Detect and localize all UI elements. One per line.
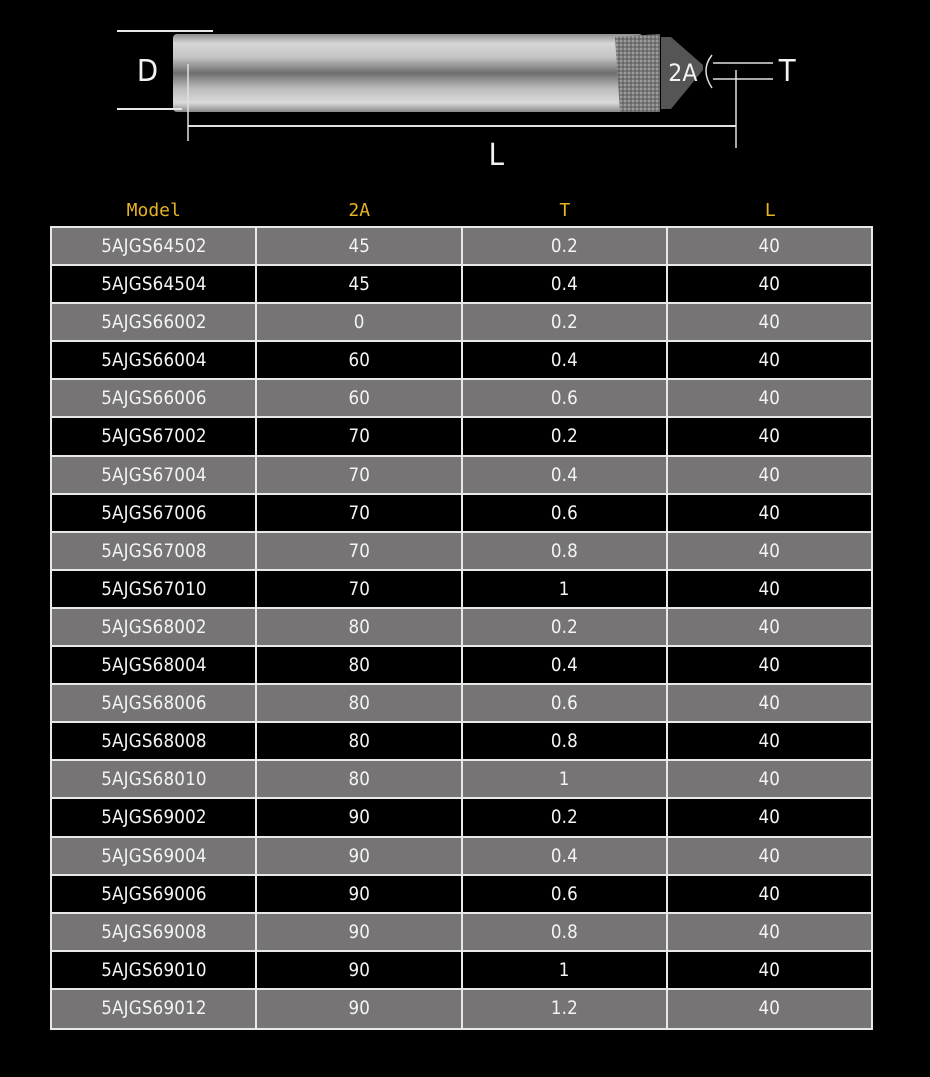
table-row	[52, 533, 871, 571]
model-cell-text: 5AJGS64502	[100, 235, 207, 257]
model-cell	[52, 799, 257, 835]
model-cell-text: 5AJGS67006	[100, 501, 207, 524]
angle-cell	[257, 647, 462, 683]
model-cell-text: 5AJGS68010	[100, 768, 207, 791]
tip-width-cell-text: 0.4	[550, 349, 578, 372]
length-cell-text: 40	[758, 920, 781, 943]
tip-width-cell-text: 0.8	[550, 920, 578, 943]
model-cell-text: 5AJGS66002	[100, 311, 207, 334]
tip-width-cell	[463, 723, 668, 759]
length-cell-text: 40	[758, 539, 781, 562]
model-cell	[52, 495, 257, 531]
angle-cell	[257, 723, 462, 759]
tip-width-cell-text: 0.2	[550, 806, 578, 829]
model-cell-text: 5AJGS69012	[100, 996, 207, 1019]
angle-cell-text: 80	[348, 615, 370, 638]
tool-dimension-diagram	[0, 0, 930, 190]
length-cell-text: 40	[758, 882, 781, 905]
length-cell-text: 40	[758, 730, 781, 753]
table-row	[52, 647, 871, 685]
tip-width-cell	[463, 799, 668, 835]
model-cell-text: 5AJGS67010	[100, 577, 207, 600]
column-header-tip-width: T	[559, 200, 571, 221]
table-row	[52, 495, 871, 533]
angle-cell	[257, 685, 462, 721]
tip-width-cell-text: 0.8	[550, 539, 578, 562]
length-cell-text: 40	[758, 349, 781, 372]
tip-width-cell	[463, 342, 668, 378]
model-cell	[52, 533, 257, 569]
tip-width-cell	[463, 914, 668, 950]
tip-width-cell	[463, 495, 668, 531]
tip-width-cell-text: 0.4	[550, 654, 578, 677]
angle-cell-text: 70	[348, 577, 370, 600]
angle-cell-text: 60	[348, 387, 370, 410]
model-cell-text: 5AJGS69004	[100, 844, 207, 867]
table-row	[52, 723, 871, 761]
angle-cell	[257, 914, 462, 950]
model-cell-text: 5AJGS66006	[100, 387, 207, 410]
shank	[173, 34, 643, 112]
angle-cell-text: 90	[348, 882, 370, 905]
tip-width-cell-text: 0.6	[550, 501, 578, 524]
table-row	[52, 380, 871, 418]
angle-cell	[257, 457, 462, 493]
length-cell-text: 40	[758, 996, 781, 1019]
angle-cell-text: 90	[348, 806, 370, 829]
angle-cell-text: 90	[348, 844, 370, 867]
length-cell	[668, 571, 871, 607]
length-cell-text: 40	[758, 844, 781, 867]
length-cell	[668, 914, 871, 950]
angle-cell	[257, 495, 462, 531]
length-cell	[668, 685, 871, 721]
tip-width-cell	[463, 571, 668, 607]
tip-width-cell	[463, 876, 668, 912]
diameter-label: D	[136, 54, 159, 89]
length-cell	[668, 876, 871, 912]
table-row	[52, 457, 871, 495]
angle-cell-text: 45	[348, 235, 370, 257]
length-cell	[668, 380, 871, 416]
model-cell	[52, 304, 257, 340]
tip-width-label: T	[778, 54, 796, 89]
angle-cell	[257, 342, 462, 378]
length-cell	[668, 266, 871, 302]
angle-cell	[257, 799, 462, 835]
model-cell	[52, 380, 257, 416]
length-cell-text: 40	[758, 235, 781, 257]
angle-cell	[257, 266, 462, 302]
tip-width-cell	[463, 457, 668, 493]
angle-cell-text: 70	[348, 463, 370, 486]
length-cell	[668, 228, 871, 264]
angle-cell-text: 80	[348, 692, 370, 715]
table-row	[52, 952, 871, 990]
table-row	[52, 571, 871, 609]
table-row	[52, 799, 871, 837]
table-row	[52, 685, 871, 723]
length-cell	[668, 304, 871, 340]
model-cell-text: 5AJGS69010	[100, 958, 207, 981]
table-header	[51, 198, 873, 224]
angle-cell-text: 90	[348, 996, 370, 1019]
length-cell-text: 40	[758, 501, 781, 524]
tip-width-cell-text: 0.2	[550, 425, 578, 448]
length-cell-text: 40	[758, 958, 781, 981]
tip-width-cell-text: 0.6	[550, 692, 578, 715]
angle-cell-text: 90	[348, 958, 370, 981]
angle-cell	[257, 228, 462, 264]
length-cell	[668, 952, 871, 988]
table-row	[52, 342, 871, 380]
table-row	[52, 228, 871, 266]
tip-width-cell-text: 1	[558, 577, 570, 600]
column-header-angle: 2A	[348, 200, 371, 221]
engraving-bit-drawing	[0, 0, 930, 190]
model-cell-text: 5AJGS66004	[100, 349, 207, 372]
model-cell-text: 5AJGS69008	[100, 920, 207, 943]
length-cell-text: 40	[758, 425, 781, 448]
model-cell-text: 5AJGS68004	[100, 654, 207, 677]
model-cell-text: 5AJGS69002	[100, 806, 207, 829]
model-cell	[52, 761, 257, 797]
angle-cell-text: 60	[348, 349, 370, 372]
length-cell	[668, 609, 871, 645]
tip-width-cell	[463, 418, 668, 454]
tip-width-cell	[463, 761, 668, 797]
tip-width-cell	[463, 533, 668, 569]
angle-cell-text: 0	[353, 311, 365, 334]
length-cell	[668, 495, 871, 531]
table-row	[52, 990, 871, 1028]
tip-width-cell-text: 0.4	[550, 844, 578, 867]
tip-width-cell-text: 0.6	[550, 882, 578, 905]
length-cell	[668, 838, 871, 874]
model-cell-text: 5AJGS67002	[100, 425, 207, 448]
column-header-model: Model	[126, 200, 181, 221]
model-cell	[52, 609, 257, 645]
tip-width-cell-text: 0.8	[550, 730, 578, 753]
angle-cell	[257, 838, 462, 874]
length-cell-text: 40	[758, 387, 781, 410]
model-cell	[52, 342, 257, 378]
tip-width-cell	[463, 304, 668, 340]
tip-width-cell-text: 0.4	[550, 463, 578, 486]
angle-cell	[257, 304, 462, 340]
table-row	[52, 609, 871, 647]
angle-cell-text: 80	[348, 768, 370, 791]
angle-cell	[257, 761, 462, 797]
length-cell-text: 40	[758, 654, 781, 677]
angle-cell-text: 70	[348, 425, 370, 448]
table-row	[52, 266, 871, 304]
length-cell	[668, 342, 871, 378]
table-row	[52, 876, 871, 914]
length-cell	[668, 990, 871, 1028]
length-cell-text: 40	[758, 311, 781, 334]
table-row	[52, 838, 871, 876]
angle-cell	[257, 380, 462, 416]
angle-cell-text: 80	[348, 654, 370, 677]
tip-width-cell	[463, 685, 668, 721]
model-cell-text: 5AJGS67004	[100, 463, 207, 486]
tip-width-cell	[463, 647, 668, 683]
model-cell-text: 5AJGS64504	[100, 273, 207, 296]
tip-width-cell-text: 1	[558, 958, 570, 981]
angle-cell	[257, 876, 462, 912]
model-cell-text: 5AJGS67008	[100, 539, 207, 562]
model-cell	[52, 914, 257, 950]
model-cell	[52, 647, 257, 683]
tip-width-cell	[463, 838, 668, 874]
column-header-length: L	[764, 200, 776, 221]
length-cell-text: 40	[758, 806, 781, 829]
length-label: L	[488, 138, 505, 173]
table-row	[52, 418, 871, 456]
length-cell-text: 40	[758, 692, 781, 715]
model-cell	[52, 990, 257, 1028]
tip-width-cell-text: 1	[558, 768, 570, 791]
model-cell	[52, 266, 257, 302]
length-cell	[668, 418, 871, 454]
length-cell-text: 40	[758, 577, 781, 600]
angle-cell	[257, 609, 462, 645]
length-cell	[668, 647, 871, 683]
length-cell-text: 40	[758, 273, 781, 296]
angle-cell	[257, 418, 462, 454]
tip-width-cell-text: 0.4	[550, 273, 578, 296]
model-cell-text: 5AJGS68002	[100, 615, 207, 638]
model-cell-text: 5AJGS68006	[100, 692, 207, 715]
length-cell	[668, 723, 871, 759]
model-cell	[52, 685, 257, 721]
length-cell	[668, 799, 871, 835]
model-cell	[52, 952, 257, 988]
angle-cell-text: 90	[348, 920, 370, 943]
length-cell	[668, 761, 871, 797]
tip-width-cell	[463, 266, 668, 302]
table-row	[52, 761, 871, 799]
tip-width-cell-text: 0.6	[550, 387, 578, 410]
model-cell	[52, 418, 257, 454]
model-cell	[52, 571, 257, 607]
angle-label: 2A	[668, 59, 698, 87]
tip-width-cell	[463, 990, 668, 1028]
model-cell	[52, 723, 257, 759]
angle-cell	[257, 952, 462, 988]
tip-width-cell-text: 0.2	[550, 311, 578, 334]
tip-width-cell	[463, 952, 668, 988]
angle-cell	[257, 571, 462, 607]
angle-cell	[257, 990, 462, 1028]
tip-width-cell-text: 0.2	[550, 615, 578, 638]
angle-cell-text: 80	[348, 730, 370, 753]
tip-width-cell	[463, 228, 668, 264]
model-cell-text: 5AJGS68008	[100, 730, 207, 753]
tip-width-cell	[463, 609, 668, 645]
length-cell	[668, 457, 871, 493]
angle-cell-text: 70	[348, 539, 370, 562]
model-cell	[52, 838, 257, 874]
angle-cell-text: 45	[348, 273, 370, 296]
table-row	[52, 914, 871, 952]
angle-cell	[257, 533, 462, 569]
table-row	[52, 304, 871, 342]
length-cell-text: 40	[758, 768, 781, 791]
model-cell-text: 5AJGS69006	[100, 882, 207, 905]
tip-width-cell	[463, 380, 668, 416]
angle-cell-text: 70	[348, 501, 370, 524]
tip-width-cell-text: 1.2	[550, 996, 578, 1019]
model-cell	[52, 876, 257, 912]
model-cell	[52, 228, 257, 264]
model-cell	[52, 457, 257, 493]
length-cell	[668, 533, 871, 569]
specification-table	[50, 226, 873, 1030]
tip-width-cell-text: 0.2	[550, 235, 578, 257]
length-cell-text: 40	[758, 463, 781, 486]
length-cell-text: 40	[758, 615, 781, 638]
